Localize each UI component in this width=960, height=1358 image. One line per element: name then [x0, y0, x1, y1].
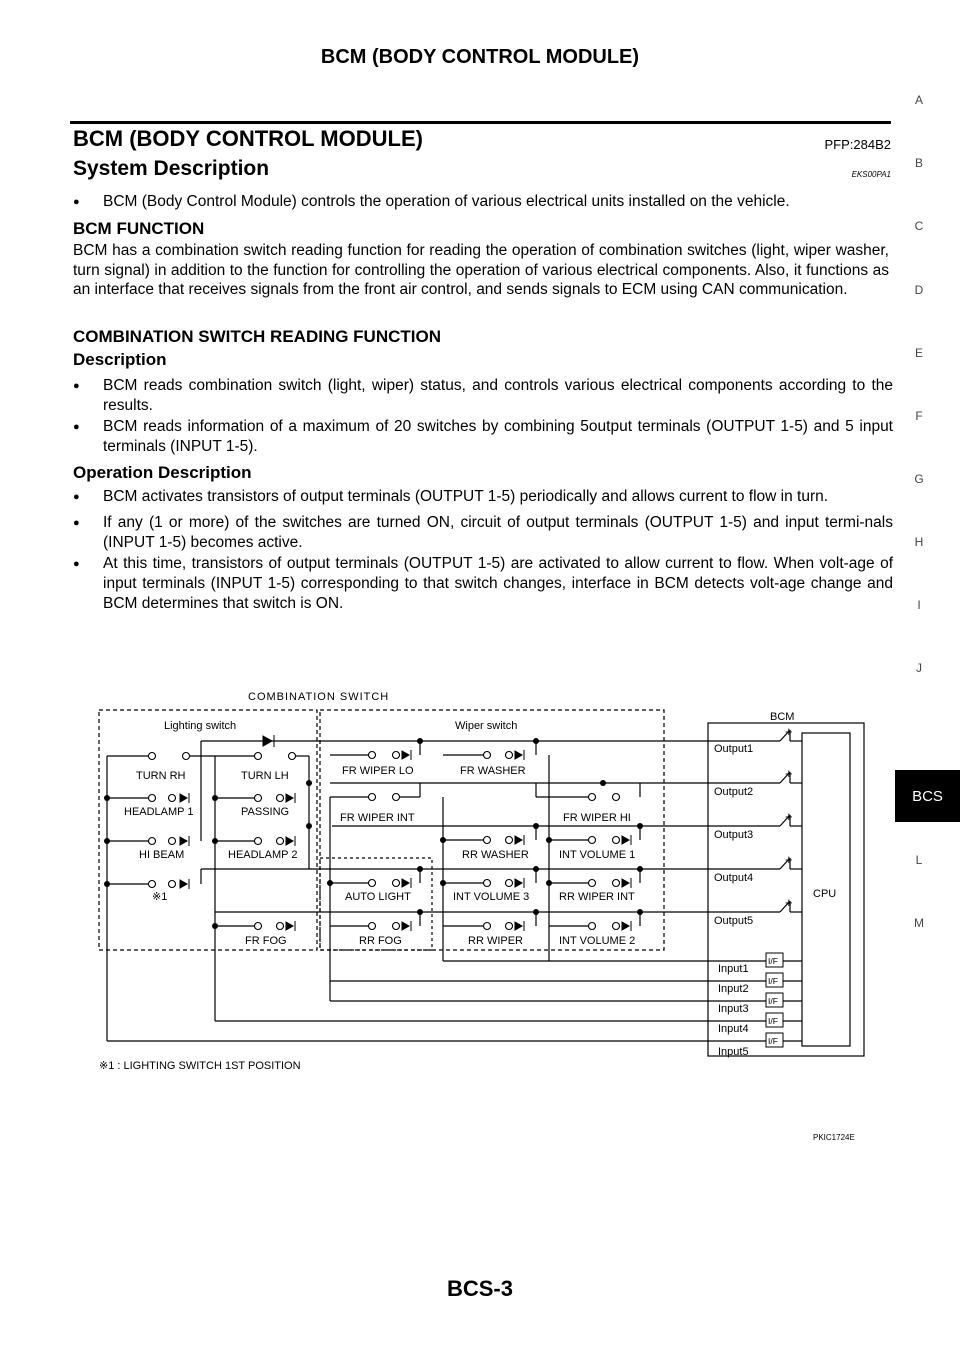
- switch-label: HI BEAM: [139, 849, 185, 861]
- if-label: I/F: [768, 1036, 778, 1046]
- bcm-function-text: BCM has a combination switch reading function for reading the operation of combination switches (light, wiper washer, turn signal) in addition to the function for controlling the operation of various electrical components. Also, it functions as an interface that receives signals from the front air control, and sends signals to ECM using CAN communication.: [73, 242, 889, 298]
- switch-label: FR FOG: [245, 935, 287, 947]
- bcm-label: BCM: [770, 711, 795, 723]
- switch-label: RR WIPER: [468, 935, 523, 947]
- input-label: Input2: [718, 983, 749, 995]
- bcm-function-heading: BCM FUNCTION: [73, 219, 205, 238]
- side-index-h[interactable]: H: [914, 535, 924, 549]
- side-index-f[interactable]: F: [915, 409, 923, 423]
- description-heading: Description: [73, 350, 167, 369]
- input-label: Input4: [718, 1023, 749, 1035]
- if-label: I/F: [768, 956, 778, 966]
- op-bullet-text: At this time, transistors of output terminals (OUTPUT 1-5) are activated to allow current to flow. When volt-age of input terminals (INPUT 1-5) corresponding to that switch changes, interface in BCM detects volt-age change and BCM determines that switch is ON.: [103, 555, 893, 612]
- combination-heading: COMBINATION SWITCH READING FUNCTION: [73, 327, 441, 346]
- side-index-m[interactable]: M: [914, 916, 924, 930]
- switch-label: RR WIPER INT: [559, 891, 635, 903]
- side-index-j[interactable]: J: [916, 661, 922, 675]
- input-label: Input1: [718, 963, 749, 975]
- diagram-footnote: ※1 : LIGHTING SWITCH 1ST POSITION: [99, 1060, 301, 1072]
- if-label: I/F: [768, 996, 778, 1006]
- svg-text:+: +: [785, 895, 793, 910]
- output-label: Output2: [714, 786, 754, 798]
- bullet-icon: ●: [73, 421, 80, 433]
- op-bullet-text: BCM activates transistors of output terminals (OUTPUT 1-5) periodically and allows current to flow in turn.: [103, 488, 829, 505]
- op-bullet-text: If any (1 or more) of the switches are turned ON, circuit of output terminals (OUTPUT 1-5) and input termi-nals (INPUT 1-5) becomes active.: [103, 514, 893, 551]
- switch-label: RR FOG: [359, 935, 402, 947]
- side-index-g[interactable]: G: [914, 472, 924, 486]
- switch-label: ※1: [152, 891, 168, 903]
- page-header-title: BCM (BODY CONTROL MODULE): [320, 46, 640, 68]
- bullet-icon: ●: [73, 380, 80, 392]
- switch-label: INT VOLUME 2: [559, 935, 636, 947]
- side-index-a[interactable]: A: [914, 93, 923, 107]
- output-label: Output3: [714, 829, 754, 841]
- switch-label: TURN LH: [241, 770, 289, 782]
- doc-code: EKS00PA1: [851, 170, 891, 179]
- switch-label: INT VOLUME 3: [453, 891, 530, 903]
- bullet-icon: ●: [73, 196, 80, 208]
- switch-label: AUTO LIGHT: [345, 891, 411, 903]
- side-index-e[interactable]: E: [914, 346, 923, 360]
- if-label: I/F: [768, 976, 778, 986]
- page-number: BCS-3: [446, 1276, 513, 1301]
- switch-label: FR WIPER INT: [340, 812, 415, 824]
- switch-label: TURN RH: [136, 770, 186, 782]
- if-label: I/F: [768, 1016, 778, 1026]
- side-index-b[interactable]: B: [914, 156, 923, 170]
- output-label: Output1: [714, 743, 754, 755]
- wiper-switch-label: Wiper switch: [455, 720, 518, 732]
- switch-label: PASSING: [241, 806, 290, 818]
- side-index-l[interactable]: L: [915, 853, 923, 867]
- side-index-d[interactable]: D: [914, 283, 924, 297]
- input-label: Input3: [718, 1003, 749, 1015]
- wiper-switch-box: [320, 710, 664, 950]
- switch-label: RR WASHER: [462, 849, 529, 861]
- lighting-switch-label: Lighting switch: [164, 720, 237, 732]
- desc-bullet-text: BCM reads combination switch (light, wiper) status, and controls various electrical components according to the results.: [103, 377, 893, 414]
- side-index-bcs-active[interactable]: BCS: [895, 770, 960, 822]
- bullet-icon: ●: [73, 558, 80, 570]
- bullet-icon: ●: [73, 491, 80, 503]
- output-label: Output5: [714, 915, 754, 927]
- side-index-c[interactable]: C: [914, 219, 924, 233]
- switch-label: HEADLAMP 1: [124, 806, 194, 818]
- subsection-title: System Description: [73, 157, 270, 180]
- cpu-label: CPU: [813, 888, 837, 900]
- side-index-i[interactable]: I: [917, 598, 921, 612]
- svg-text:+: +: [785, 766, 793, 781]
- figure-code: PKIC1724E: [813, 1133, 855, 1142]
- svg-text:+: +: [785, 724, 793, 739]
- bullet-icon: ●: [73, 517, 80, 529]
- section-title: BCM (BODY CONTROL MODULE): [73, 126, 423, 151]
- desc-bullet-text: BCM reads information of a maximum of 20 switches by combining 5output terminals (OUTPUT 1-5) and 5 input terminals (INPUT 1-5).: [103, 418, 893, 455]
- output-label: Output4: [714, 872, 754, 884]
- intro-bullet-text: BCM (Body Control Module) controls the operation of various electrical units installed on the vehicle.: [103, 193, 790, 210]
- switch-label: HEADLAMP 2: [228, 849, 298, 861]
- switch-label: INT VOLUME 1: [559, 849, 636, 861]
- svg-text:+: +: [785, 809, 793, 824]
- operation-heading: Operation Description: [73, 463, 252, 482]
- switch-label: FR WIPER HI: [563, 812, 631, 824]
- input-label: Input5: [718, 1046, 749, 1058]
- lighting-switch-box: [99, 710, 317, 950]
- svg-text:+: +: [785, 852, 793, 867]
- switch-label: FR WASHER: [460, 765, 526, 777]
- part-number: PFP:284B2: [824, 137, 891, 152]
- switch-label: FR WIPER LO: [342, 765, 414, 777]
- diagram-title: COMBINATION SWITCH: [248, 691, 390, 703]
